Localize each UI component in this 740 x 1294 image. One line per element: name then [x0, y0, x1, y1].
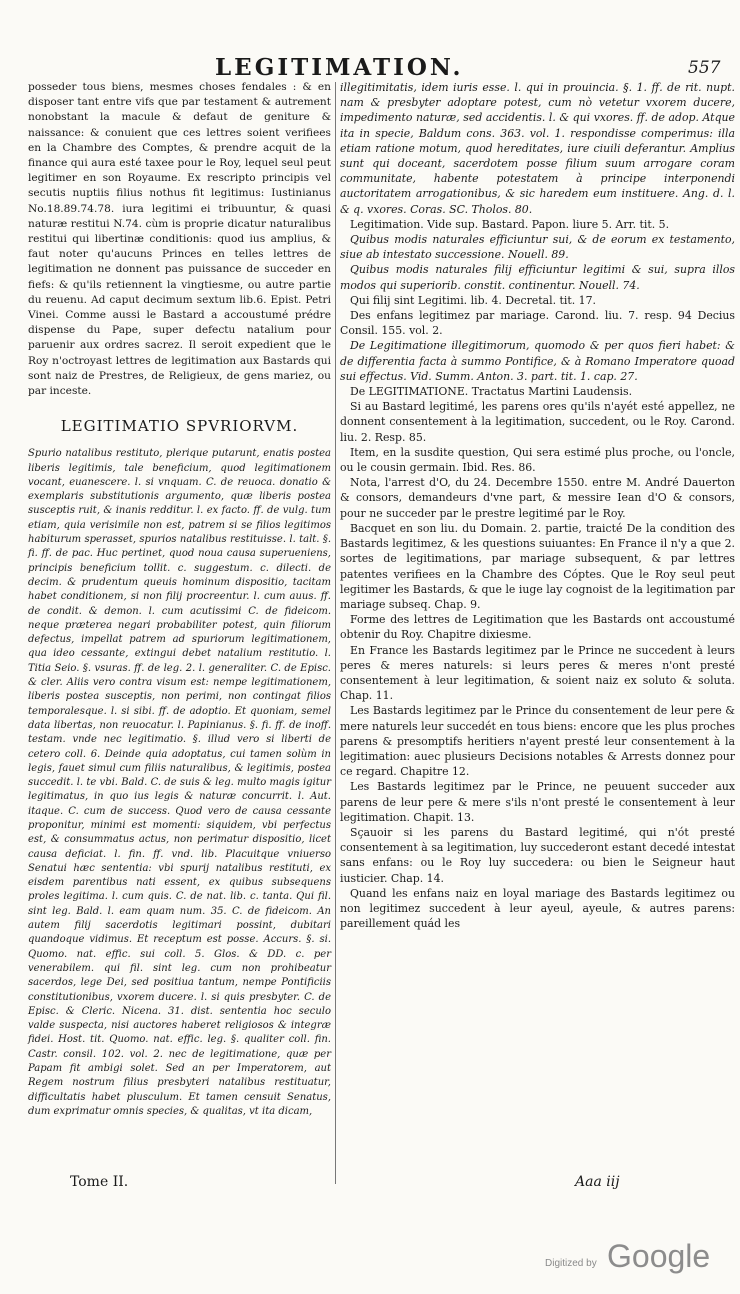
- tome-label: Tome II.: [70, 1174, 129, 1190]
- right-paragraph: Les Bastards legitimez par le Prince du consentement de leur pere & mere naturels leur succedét en tous biens: encore que les plus proches parens & presomptifs heritiers n'ayent presté leur consentement à la legitimation: auec plusieurs Decisions notables & Arrests donnez pour ce regard. Chapitre 12.: [340, 704, 735, 779]
- right-paragraph: De Legitimatione illegitimorum, quomodo & per quos fieri habet: & de differentia facta à summo Pontifice, & à Romano Imperatore quoad sui effectus. Vid. Summ. Anton. 3. part. tit. 1. cap. 27.: [340, 339, 735, 383]
- left-column: [28, 80, 331, 1119]
- right-paragraph: Des enfans legitimez par mariage. Carond. liu. 7. resp. 94 Decius Consil. 155. vol. 2.: [340, 309, 735, 338]
- running-head: [0, 54, 740, 80]
- left-paragraph-1: posseder tous biens, mesmes choses fendales : & en disposer tant entre vifs que par testament & autrement nonobstant la macule & defaut de geniture & naissance: & conuient que ces lettres soient verifiees en la Chambre des Comptes, & prendre acquit de la finance qui aura esté taxee pour le Roy, lequel seul peut legitimer en son Royaume. Ex rescripto principis vel secutis nuptiis filius nothus fit legitimus: Iustinianus No.18.89.74.78. iura legitimi ei tribuuntur, & quasi naturæ restitui N.74. cùm is proprie dicatur naturalibus restitui qui libertinæ conditionis: quod ius amplius, & faut noter qu'aucuns Princes en telles lettres de legitimation ne donnent pas puissance de succeder en fiefs: & qu'ils retiennent la vingtiesme, ou autre partie du reuenu. Ad caput decimum sextum lib.6. Epist. Petri Vinei. Comme aussi le Bastard a accoustumé prédre dispense du Pape, super defectu natalium pour paruenir aux ordres sacrez. Il seroit expedient que le Roy n'octroyast lettres de legitimation aux Bastards qui sont naiz de Prestres, de Religieux, de gens mariez, ou par inceste.: [28, 81, 331, 398]
- right-paragraph: Item, en la susdite question, Qui sera estimé plus proche, ou l'oncle, ou le cousin germain. Ibid. Res. 86.: [340, 445, 735, 475]
- column-divider: [335, 82, 336, 1184]
- right-paragraph: Quibus modis naturales filij efficiuntur legitimi & sui, supra illos modos qui superiorib. constit. continentur. Nouell. 74.: [340, 263, 735, 292]
- google-logo: Google: [607, 1238, 711, 1274]
- right-paragraph: Quand les enfans naiz en loyal mariage des Bastards legitimez ou non legitimez succedent à leur ayeul, ayeule, & autres parens: pareillement quád les: [340, 886, 735, 931]
- right-column: [340, 80, 735, 931]
- right-paragraph: illegitimitatis, idem iuris esse. l. qui in prouincia. §. 1. ff. de rit. nupt. nam & presbyter adoptare potest, cum nò vetetur vxorem ducere, impedimento naturæ, sed accidentis. l. & qui vxores. ff. de adop. Atque ita in specie, Baldum cons. 363. vol. 1. respondisse comperimus: illa etiam ratione motum, quod hereditates, iure ciuili deferantur. Amplius sunt qui doceant, sacerdotem posse filium suum arrogare coram communitate, habente potestatem à principe interponendi auctoritatem arrogationibus, & sic haredem eum instituere. Ang. d. l. & q. vxores. Coras. SC. Tholos. 80.: [340, 81, 735, 216]
- digitized-by-label: Digitized by: [545, 1258, 597, 1269]
- running-title: LEGITIMATION.: [215, 54, 464, 81]
- section-heading: LEGITIMATIO SPVRIORVM.: [60, 417, 299, 436]
- right-paragraph: Si au Bastard legitimé, les parens ores qu'ils n'ayét esté appellez, ne donnent consentement à la legitimation, succedent, ou le Roy. Carond. liu. 2. Resp. 85.: [340, 400, 735, 444]
- right-paragraph: Bacquet en son liu. du Domain. 2. partie, traicté De la condition des Bastards legitimez, & les questions suiuantes: En France il n'y a que 2. sortes de legitimations, par mariage subsequent, & par lettres patentes verifiees en la Chambre des Cóptes. Que le Roy seul peut legitimer les Bastards, & que le iuge lay cognoist de la legitimation par mariage subseq. Chap. 9.: [340, 521, 735, 611]
- signature-mark: Aaa iij: [575, 1174, 620, 1190]
- right-paragraph: Legitimation. Vide sup. Bastard. Papon. liure 5. Arr. tit. 5.: [350, 217, 670, 231]
- right-paragraph: En France les Bastards legitimez par le Prince ne succedent à leurs peres & meres naturels: si leurs peres & meres n'ont presté consentement à leur legitimation, & soient naiz ex soluto & soluta. Chap. 11.: [340, 643, 735, 703]
- right-paragraph: Sçauoir si les parens du Bastard legitimé, qui n'ót presté consentement à sa legitimation, luy succederont estant decedé intestat sans enfans: ou le Roy luy succedera: ou bien le Seigneur haut iusticier. Chap. 14.: [340, 825, 735, 885]
- left-paragraph-2: Spurio natalibus restituto, plerique putarunt, enatis postea liberis legitimis, tale beneficium, quod legitimationem vocant, euanescere. l. si vnquam. C. de reuoca. donatio & exemplaris substitutionis argumento, quæ liberis postea susceptis ruit, & inanis redditur. l. ex facto. ff. de vulg. tum etiam, quia verisimile non est, patrem si se filios legitimos habiturum sperasset, spurios natalibus restituisse. l. talt. §. fi. ff. de pac. Huc pertinet, quod noua causa superueniens, principis beneficium tollit. c. suggestum. c. dilecti. de decim. & prudentum queuis hominum dispositio, tacitam habet conditionem, si non filij procreentur. l. cum auus. ff. de condit. & demon. l. cum acutissimi C. de fideicom. neque præterea negari probabiliter potest, quin filiorum defectus, impellat patrem ad spuriorum legitimationem, qua ideo cessante, extingui debet natalium restitutio. l. Titia Seio. §. vsuras. ff. de leg. 2. l. generaliter. C. de Episc. & cler. Aliis vero contra visum est: nempe legitimationem, liberis postea susceptis, non perimi, non contingat filios temporalesque. l. si sibi. ff. de adoptio. Et quoniam, semel data libertas, non reuocatur. l. Papinianus. §. fi. ff. de inoff. testam. vnde nec legitimatio. §. illud vero si liberti de cetero coll. 6. Deinde quia adoptatus, cui tamen solùm in legis, fauet simul cum filiis naturalibus, & legitimis, postea succedit. l. te vbi. Bald. C. de suis & leg. multo magis igitur legitimatus, in quo ius legis & naturæ concurrit. l. Aut. itaque. C. cum de success. Quod vero de causa cessante proponitur, minimi est momenti: siquidem, vbi perfectus est, & consummatus actus, non perimatur dispositio, licet causa deficiat. l. fin. ff. vnd. lib. Placuitque vniuerso Senatui hæc sententia: vbi spurij natalibus restituti, ex eisdem parentibus nati essent, ex quibus subsequens proles legitima. l. cum quis. C. de nat. lib. c. tanta. Qui fil. sint leg. Bald. l. eam quam num. 35. C. de fideicom. An autem filij sacerdotis legitimari possint, dubitari quandoque vidimus. Et receptum est posse. Accurs. §. si. Quomo. nat. effic. sui coll. 5. Glos. & DD. c. per venerabilem. qui fil. sint leg. cum non prohibeatur sacerdos, lege Dei, sed positiua tantum, nempe Pontificiis constitutionibus, vxorem ducere. l. si quis presbyter. C. de Episc. & Cleric. Nicena. 31. dist. sententia hoc seculo valde suspecta, nisi auctores haberet religiosos & integræ fidei. Host. tit. Quomo. nat. effic. leg. §. qualiter coll. fin. Castr. consil. 102. vol. 2. nec de legitimatione, quæ per Papam fit ambigi solet. Sed an per Imperatorem, aut Regem nostrum filius presbyteri natalibus restituatur, difficultatis habet plusculum. Et tamen censuit Senatus, dum exprimatur omnis species, & qualitas, vt ita dicam,: [28, 448, 331, 1117]
- right-paragraph: Quibus modis naturales efficiuntur sui, & de eorum ex testamento, siue ab intestato successione. Nouell. 89.: [340, 233, 735, 262]
- right-paragraph: Forme des lettres de Legitimation que les Bastards ont accoustumé obtenir du Roy. Chapitre dixiesme.: [340, 613, 735, 642]
- right-paragraph: Qui filij sint Legitimi. lib. 4. Decretal. tit. 17.: [350, 293, 597, 307]
- digitized-watermark: [545, 1238, 715, 1278]
- right-paragraph: De LEGITIMATIONE. Tractatus Martini Laudensis.: [350, 385, 633, 399]
- right-paragraph: Nota, l'arrest d'O, du 24. Decembre 1550. entre M. André Dauerton & consors, demandeurs d'vne part, & messire Iean d'O & consors, pour ne succeder par le prestre legitimé par le Roy.: [340, 476, 735, 520]
- right-paragraph: Les Bastards legitimez par le Prince, ne peuuent succeder aux parens de leur pere & mere s'ils n'ont presté le consentement à leur legitimation. Chapit. 13.: [340, 780, 735, 824]
- page-number: 557: [688, 58, 721, 78]
